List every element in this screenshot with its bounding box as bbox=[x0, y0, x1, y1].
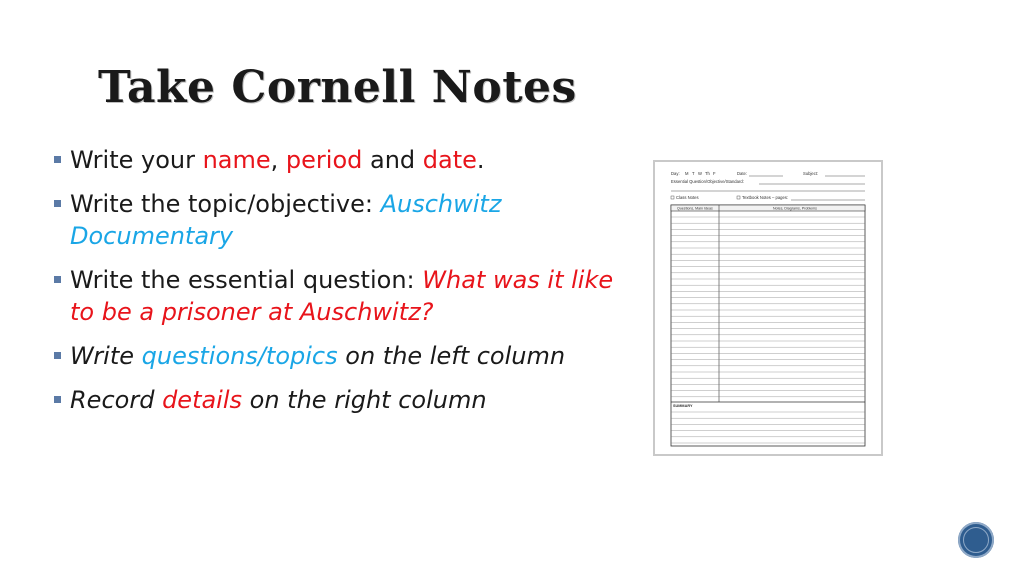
bullet-text-segment: Write the topic/objective: bbox=[70, 190, 381, 218]
slide-number-badge bbox=[958, 522, 994, 558]
template-col-right-header: Notes, Diagrams, Problems bbox=[773, 206, 817, 211]
bullet-text-segment: on the left column bbox=[337, 342, 566, 370]
bullet-text-segment: Write bbox=[70, 342, 142, 370]
bullet-marker-icon bbox=[54, 276, 61, 283]
bullet-text-segment: What was it like to be a prisoner at Auschwitz? bbox=[70, 266, 614, 326]
bullet-text-segment: Record bbox=[70, 386, 163, 414]
template-day-t: T bbox=[692, 171, 695, 176]
cornell-notes-drawing bbox=[655, 162, 881, 454]
template-day-w: W bbox=[698, 171, 702, 176]
bullet-item bbox=[50, 264, 620, 328]
slide-number-ring bbox=[963, 527, 989, 553]
bullet-item bbox=[50, 188, 620, 252]
bullet-marker-icon bbox=[54, 396, 61, 403]
bullet-item bbox=[50, 384, 620, 416]
bullet-text-segment: date bbox=[422, 146, 477, 174]
bullet-text-segment: on the right column bbox=[242, 386, 487, 414]
template-essential-question-label: Essential Question/Objective/Standard: bbox=[671, 179, 744, 184]
bullet-text-segment: . bbox=[476, 146, 485, 174]
template-day-m: M bbox=[685, 171, 689, 176]
template-day-f: F bbox=[713, 171, 716, 176]
bullet-text-segment: Write the essential question: bbox=[70, 266, 423, 294]
template-col-left-header: Questions, Main Ideas bbox=[677, 206, 713, 211]
template-class-notes-label: Class Notes bbox=[676, 195, 699, 200]
bullet-marker-icon bbox=[54, 156, 61, 163]
bullet-text-segment: period bbox=[285, 146, 363, 174]
bullet-text-segment: and bbox=[362, 146, 423, 174]
slide-title: Take Cornell Notes bbox=[98, 62, 577, 113]
template-grid bbox=[671, 205, 865, 446]
cornell-notes-template-image bbox=[653, 160, 883, 456]
bullet-text-segment: questions/topics bbox=[141, 342, 338, 370]
bullet-text-segment: details bbox=[162, 386, 243, 414]
bullet-text-segment: Write your bbox=[70, 146, 203, 174]
bullet-marker-icon bbox=[54, 352, 61, 359]
bullet-text-segment: , bbox=[270, 146, 286, 174]
template-checkbox-class-notes bbox=[671, 196, 674, 199]
template-day-label: Day: bbox=[671, 171, 680, 176]
template-date-label: Date: bbox=[737, 171, 748, 176]
template-textbook-label: Textbook Notes – pages: bbox=[742, 195, 789, 200]
bullet-marker-icon bbox=[54, 200, 61, 207]
bullet-text-segment: Auschwitz Documentary bbox=[70, 190, 502, 250]
template-grid-border bbox=[671, 205, 865, 446]
bullet-item bbox=[50, 144, 620, 176]
template-summary-label: SUMMARY bbox=[673, 404, 693, 408]
bullet-text-segment: name bbox=[202, 146, 271, 174]
template-day-th: Th bbox=[705, 171, 710, 176]
bullet-list bbox=[50, 144, 620, 428]
template-checkbox-textbook bbox=[737, 196, 740, 199]
bullet-item bbox=[50, 340, 620, 372]
template-subject-label: Subject: bbox=[803, 171, 819, 176]
